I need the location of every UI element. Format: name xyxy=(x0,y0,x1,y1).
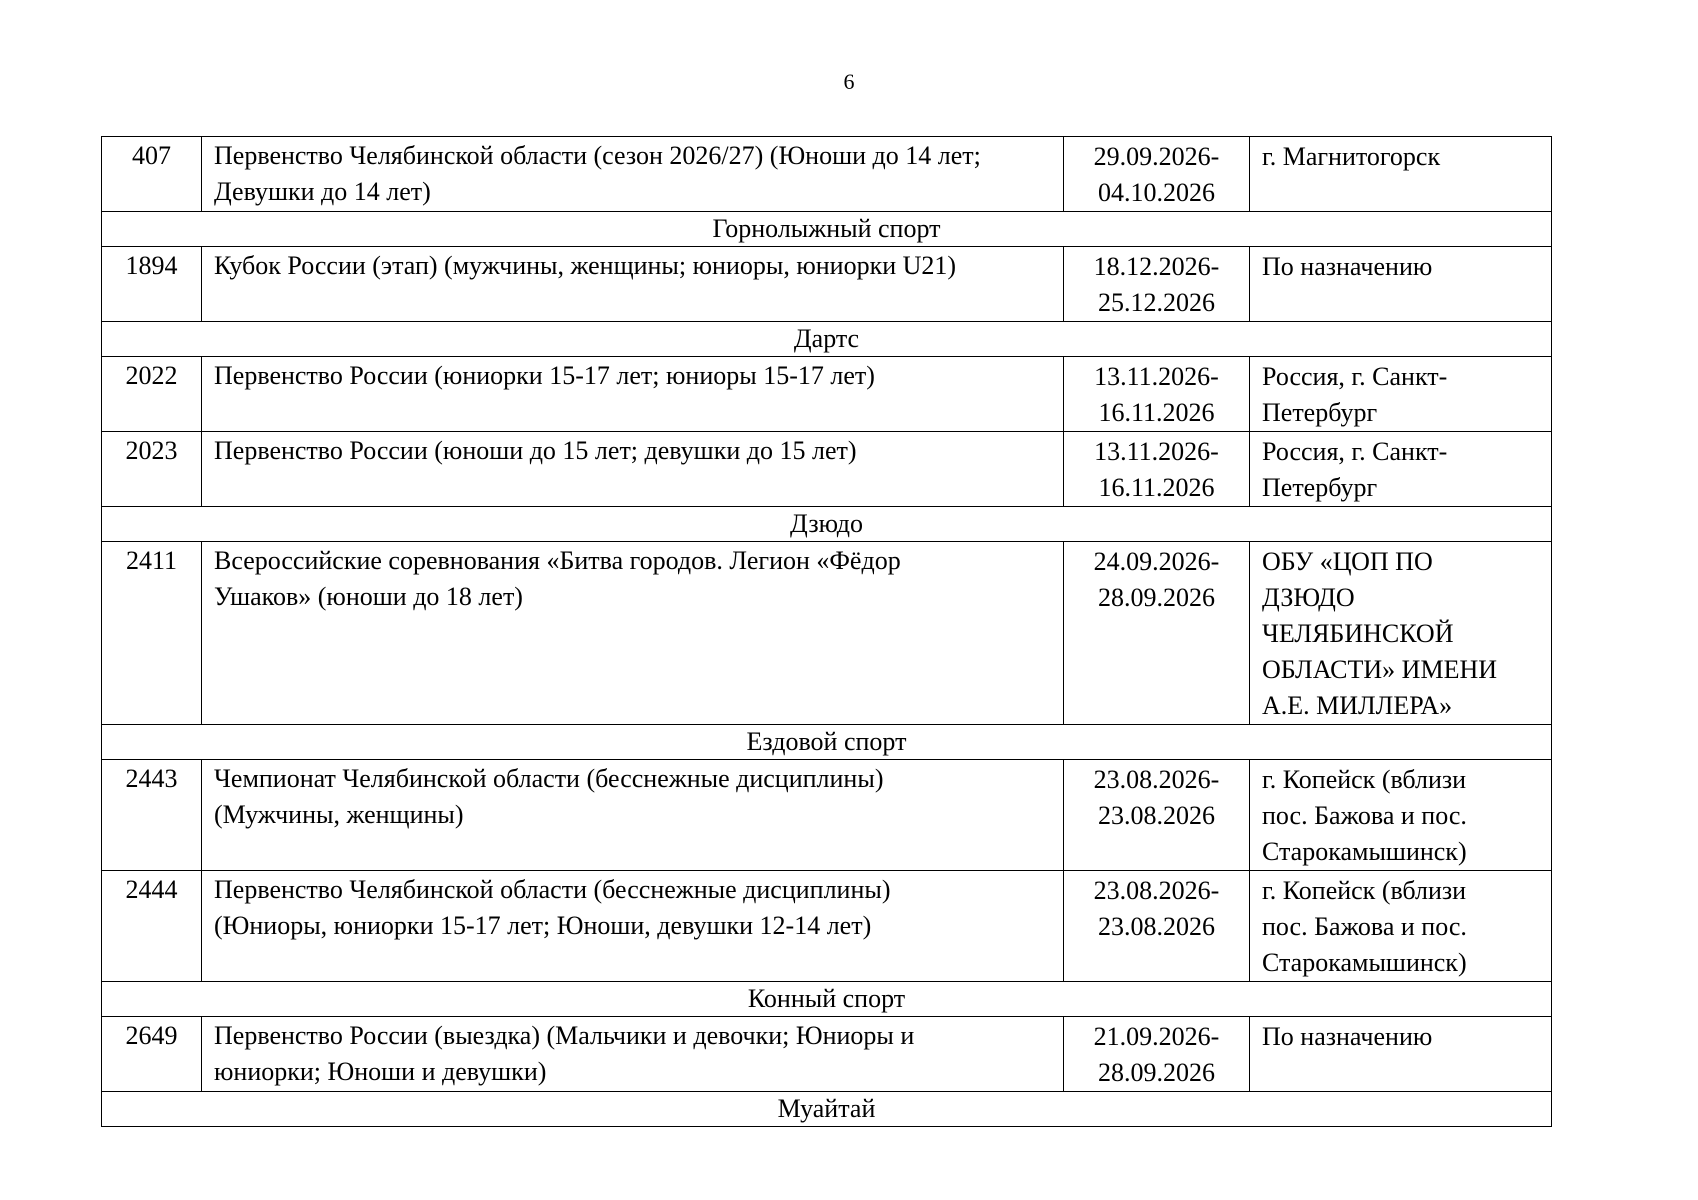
event-dates xyxy=(1064,1017,1250,1092)
table-row xyxy=(102,357,1552,432)
section-row xyxy=(102,982,1552,1017)
events-table xyxy=(101,136,1552,1127)
place-line: Петербург xyxy=(1262,473,1378,502)
event-place xyxy=(1250,1017,1552,1092)
section-row xyxy=(102,1092,1552,1127)
event-place xyxy=(1250,432,1552,507)
event-number: 1894 xyxy=(102,247,202,322)
date-end: 23.08.2026 xyxy=(1098,801,1215,830)
place-line: ДЗЮДО xyxy=(1262,583,1355,612)
section-row xyxy=(102,212,1552,247)
date-start: 18.12.2026- xyxy=(1093,252,1220,281)
event-dates xyxy=(1064,871,1250,982)
date-end: 28.09.2026 xyxy=(1098,583,1215,612)
date-start: 13.11.2026- xyxy=(1094,437,1219,466)
page-number: 6 xyxy=(843,69,855,94)
event-place xyxy=(1250,137,1552,212)
event-name-line: Первенство Челябинской области (сезон 2026/27) (Юноши до 14 лет; xyxy=(214,141,981,170)
place-line: ОБЛАСТИ» ИМЕНИ xyxy=(1262,655,1498,684)
date-end: 25.12.2026 xyxy=(1098,288,1215,317)
section-title: Дартс xyxy=(102,322,1552,357)
date-end: 04.10.2026 xyxy=(1098,178,1215,207)
event-name-line: Всероссийские соревнования «Битва городов. Легион «Фёдор xyxy=(214,546,901,575)
event-name-line: Девушки до 14 лет) xyxy=(214,177,431,206)
date-start: 13.11.2026- xyxy=(1094,362,1219,391)
event-name-line: Кубок России (этап) (мужчины, женщины; юниоры, юниорки U21) xyxy=(214,251,957,280)
section-row xyxy=(102,507,1552,542)
event-name-line: Первенство России (юноши до 15 лет; девушки до 15 лет) xyxy=(214,436,857,465)
place-line: Россия, г. Санкт- xyxy=(1262,362,1448,391)
event-name-line: (Мужчины, женщины) xyxy=(214,800,464,829)
section-title: Ездовой спорт xyxy=(102,725,1552,760)
section-row xyxy=(102,725,1552,760)
section-row xyxy=(102,322,1552,357)
place-line: По назначению xyxy=(1262,252,1433,281)
event-name xyxy=(202,432,1064,507)
event-name-line: юниорки; Юноши и девушки) xyxy=(214,1057,547,1086)
place-line: По назначению xyxy=(1262,1022,1433,1051)
place-line: ЧЕЛЯБИНСКОЙ xyxy=(1262,619,1454,648)
place-line: ОБУ «ЦОП ПО xyxy=(1262,547,1433,576)
place-line: А.Е. МИЛЛЕРА» xyxy=(1262,691,1453,720)
place-line: Старокамышинск) xyxy=(1262,837,1467,866)
date-end: 16.11.2026 xyxy=(1098,398,1215,427)
event-dates xyxy=(1064,760,1250,871)
section-title: Горнолыжный спорт xyxy=(102,212,1552,247)
event-dates xyxy=(1064,432,1250,507)
place-line: пос. Бажова и пос. xyxy=(1262,912,1467,941)
event-name xyxy=(202,137,1064,212)
place-line: Россия, г. Санкт- xyxy=(1262,437,1448,466)
event-name xyxy=(202,760,1064,871)
event-name xyxy=(202,1017,1064,1092)
date-start: 29.09.2026- xyxy=(1093,142,1220,171)
place-line: г. Копейск (вблизи xyxy=(1262,765,1467,794)
date-end: 16.11.2026 xyxy=(1098,473,1215,502)
table-row xyxy=(102,871,1552,982)
table-row xyxy=(102,432,1552,507)
place-line: г. Копейск (вблизи xyxy=(1262,876,1467,905)
section-title: Конный спорт xyxy=(102,982,1552,1017)
event-dates xyxy=(1064,137,1250,212)
event-name-line: Первенство России (юниорки 15-17 лет; юниоры 15-17 лет) xyxy=(214,361,875,390)
date-start: 23.08.2026- xyxy=(1093,876,1220,905)
event-number: 2411 xyxy=(102,542,202,725)
section-title: Муайтай xyxy=(102,1092,1552,1127)
event-place xyxy=(1250,357,1552,432)
table-row xyxy=(102,247,1552,322)
event-place xyxy=(1250,871,1552,982)
table-row xyxy=(102,137,1552,212)
event-name xyxy=(202,247,1064,322)
date-start: 21.09.2026- xyxy=(1093,1022,1220,1051)
event-name-line: Ушаков» (юноши до 18 лет) xyxy=(214,582,523,611)
section-title: Дзюдо xyxy=(102,507,1552,542)
event-place xyxy=(1250,542,1552,725)
event-place xyxy=(1250,760,1552,871)
event-dates xyxy=(1064,357,1250,432)
place-line: Петербург xyxy=(1262,398,1378,427)
event-name-line: Чемпионат Челябинской области (бесснежные дисциплины) xyxy=(214,764,884,793)
event-name xyxy=(202,542,1064,725)
event-name-line: Первенство России (выездка) (Мальчики и девочки; Юниоры и xyxy=(214,1021,915,1050)
event-name xyxy=(202,357,1064,432)
table-row xyxy=(102,760,1552,871)
event-dates xyxy=(1064,542,1250,725)
event-place xyxy=(1250,247,1552,322)
date-start: 24.09.2026- xyxy=(1093,547,1220,576)
event-number: 407 xyxy=(102,137,202,212)
place-line: пос. Бажова и пос. xyxy=(1262,801,1467,830)
table-row xyxy=(102,542,1552,725)
event-number: 2443 xyxy=(102,760,202,871)
place-line: г. Магнитогорск xyxy=(1262,142,1441,171)
table-row xyxy=(102,1017,1552,1092)
event-name xyxy=(202,871,1064,982)
date-end: 23.08.2026 xyxy=(1098,912,1215,941)
event-name-line: Первенство Челябинской области (бесснежные дисциплины) xyxy=(214,875,891,904)
place-line: Старокамышинск) xyxy=(1262,948,1467,977)
event-number: 2649 xyxy=(102,1017,202,1092)
event-number: 2022 xyxy=(102,357,202,432)
event-number: 2444 xyxy=(102,871,202,982)
event-name-line: (Юниоры, юниорки 15-17 лет; Юноши, девушки 12-14 лет) xyxy=(214,911,872,940)
event-dates xyxy=(1064,247,1250,322)
date-start: 23.08.2026- xyxy=(1093,765,1220,794)
event-number: 2023 xyxy=(102,432,202,507)
date-end: 28.09.2026 xyxy=(1098,1058,1215,1087)
